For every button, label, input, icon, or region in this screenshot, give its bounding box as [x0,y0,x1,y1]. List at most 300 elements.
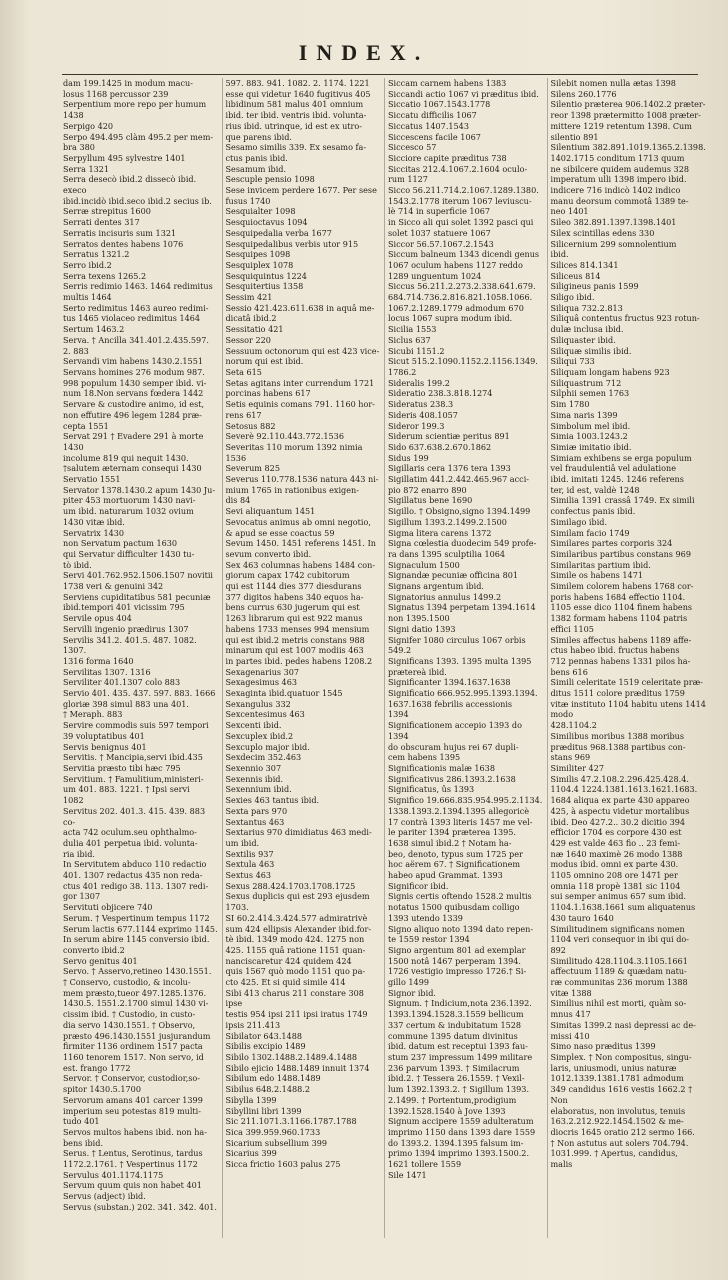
index-entry: ibid. [550,249,569,260]
index-entry: cem habens 1395 [388,752,461,763]
index-entry: Serratus 1321.2 [63,249,130,260]
index-entry: Servor. † Conservor, custodior,so- [63,1073,201,1084]
index-entry: ne sibilcere quidem audemus 328 [550,163,690,174]
index-entry: Siccam carnem habens 1383 [388,78,507,88]
index-entry: Sigillum 1393.2.1499.2.1500 [388,516,507,527]
index-entry: Simiam exhibens se erga populum [550,452,692,463]
index-entry: Sigma litera carens 1372 [388,527,492,538]
index-entry: Simo naso præditus 1399 [550,1041,656,1052]
index-entry: Similia 1391 crassâ 1749. Ex simili [550,495,695,506]
index-entry: Servum quum quis non habet 401 [63,1180,202,1191]
index-entry: multis 1464 [63,292,112,303]
index-entry: Signum accipere 1559 adulteratum [388,1116,534,1127]
index-entry: mittere 1219 retentum 1398. Cum [550,120,692,131]
index-entry: 597. 883. 941. 1082. 2. 1174. 1221 [225,78,370,88]
index-entry: Servat 291 † Evadere 291 à morte 1430 [63,431,204,452]
index-entry: Signor ibid. [388,987,436,998]
index-entry: Signis certis oftendo 1528.2 multis [388,891,532,902]
index-entry: gor 1307 [63,891,101,902]
index-entry: Silebit nomen nulla ætas 1398 [550,78,676,88]
index-entry: Sessio 421.423.611.638 in aquâ me- [225,302,375,313]
index-entry: Sexagenarius 307 [225,666,300,677]
index-entry: †salutem æternam consequi 1430 [63,463,202,474]
index-entry: Sigillo. † Obsigno,signo 1394.1499 [388,506,531,517]
index-entry: incolume 819 qui nequit 1430. [63,452,189,463]
index-entry: Serris redimio 1463. 1464 redimitus [63,281,213,292]
index-entry: Sesquipes 1098 [225,249,291,260]
index-entry: 17 contrà 1393 literis 1457 me vel- [388,816,533,827]
index-entry: cissim ibid. † Custodio, in custo- [63,1009,196,1020]
index-entry: 1786.2 [388,366,417,377]
index-entry: num 18.Non servans fœdera 1442 [63,388,204,399]
index-entry: Serra desecò ibid.2 dissecò ibid. execo [63,174,197,196]
index-entry: Siliqui 733 [550,356,595,367]
index-entry: Servans homines 276 modum 987. [63,366,205,377]
index-entry: manu deorsum commotâ 1389 te- [550,195,689,206]
index-entry: Similiter 427 [550,763,605,773]
index-entry: Serpyllum 495 sylvestre 1401 [63,152,186,163]
index-entry: Severè 92.110.443.772.1536 [225,431,344,442]
index-entry: Siccatio 1067.1543.1778 [388,99,491,110]
index-entry: Sessim 421 [225,292,273,303]
index-entry: Similis 47.2.108.2.296.425.428.4. [550,773,689,784]
index-entry: dam 199.1425 in modum macu- [63,78,193,88]
index-entry: Significor ibid. [388,880,449,891]
index-entry: Servitis. † Mancipia,servi ibid.435 [63,752,203,763]
index-entry: 1500 notâ 1467 perperam 1394. [388,955,522,966]
index-entry: mem præsto,tueor 497.1285.1376. [63,987,207,998]
index-entry: Serro ibid.2 [63,259,112,270]
index-entry: Sicca frictio 1603 palus 275 [225,1159,341,1170]
index-entry: affectuum 1189 & quædam natu- [550,966,687,977]
index-entry: Similius nihil est morti, quàm so- [550,998,687,1009]
index-entry: Sideratus 238.3 [388,399,454,410]
index-entry: ibid. Deo 427.2.. 30.2 dicitio 394 [550,816,686,827]
index-entry: 1067 oculum habens 1127 reddo [388,259,523,270]
index-entry: 1067.2.1289.1779 admodum 670 [388,302,524,313]
index-entry: Sibilus 648.2.1488.2 [225,1084,310,1095]
index-entry: Siligineus panis 1599 [550,281,639,292]
index-entry: 1104 veri consequor in ibi qui do- [550,934,689,945]
index-entry: ctus panis ibid. [225,152,288,163]
index-entry: Significans 1393. 1395 multa 1395 [388,655,532,666]
index-entry: gloriæ 398 simul 883 una 401. [63,698,189,709]
index-entry: indicere 716 indicò 1402 indico [550,185,681,196]
index-entry: Signandæ pecuniæ officina 801 [388,570,519,581]
index-entry: Sessor 220 [225,334,271,345]
index-entry: Siderum scientiæ peritus 891 [388,431,510,442]
index-entry: Sicarius 399 [225,1148,277,1159]
index-entry: † Non astutus aut solers 704.794. [550,1137,689,1148]
index-entry: ibid.incidò ibid.seco ibid.2 secius ib. [63,195,212,206]
index-entry: Serratis incisuris sum 1321 [63,227,177,238]
index-entry: SI 60.2.414.3.424.577 admiratrivè [225,912,368,923]
index-entry: 892 [550,944,566,955]
index-entry: silentio 891 [550,131,599,142]
index-entry: Servus (adject) ibid. [63,1191,146,1202]
index-entry: Sexennio 307 [225,763,282,773]
index-entry: dulia 401 perpetua ibid. volunta- [63,837,198,848]
index-entry: Severum 825 [225,463,280,474]
index-column-1 [60,78,223,1238]
index-entry: stans 969 [550,752,591,763]
index-entry: 1263 librarum qui est 922 manus [225,613,363,624]
index-entry: Signo argentum 801 ad exemplar [388,944,526,955]
index-entry: Sertum 1463.2 [63,324,125,335]
index-entry: malis [550,1159,573,1170]
index-entry: in partes ibid. pedes habens 1208.2 [225,655,373,666]
index-entry: mnus 417 [550,1009,591,1020]
index-entry: Setosus 882 [225,420,276,431]
index-entry: Sexus 288.424.1703.1708.1725 [225,880,356,891]
index-entry: 1105 esse dico 1104 finem habens [550,602,693,613]
index-entry: Sexcenti ibid. [225,720,282,731]
index-entry: Seta 615 [225,366,262,377]
index-entry: Sexagesimus 463 [225,677,298,688]
index-entry: Simile os habens 1471 [550,570,643,581]
index-entry: † Conservo, custodio, & incolu- [63,977,191,988]
index-entry: 1289 unguentum 1024 [388,270,482,281]
index-entry: Similaritas partium ibid. [550,559,651,570]
index-entry: ctus 401 redigo 38. 113. 1307 redi- [63,880,209,891]
index-entry: † Meraph. 883 [63,709,123,720]
index-entry: Significatus, ûs 1393 [388,784,475,795]
index-entry: Signans argentum ibid. [388,581,484,592]
index-entry: imperium seu potestas 819 multi- [63,1105,202,1116]
index-entry: Sideratio 238.3.818.1274 [388,388,493,399]
index-entry: Siliquam longam habens 923 [550,366,670,377]
index-entry: spitor 1430.5.1700 [63,1084,141,1095]
index-entry: bens currus 630 jugerum qui est [225,602,360,613]
index-entry: notatus 1500 quibusdam colligo [388,902,520,913]
index-entry: vitæ instituto 1104 habitu utens 1414 modo [550,698,706,720]
index-entry: qui est ibid.2 metris constans 988 [225,634,365,645]
index-entry: Sextula 463 [225,859,275,870]
index-entry: Sevocatus animus ab omni negotio, [225,516,371,527]
index-entry: Significo 19.666.835.954.995.2.1134. [388,795,543,806]
index-entry: quis 1567 quò modo 1151 quo pa- [225,966,366,977]
index-entry: præsto 496.1430.1551 jusjurandum [63,1030,211,1041]
index-entry: Sexangulus 332 [225,698,291,709]
index-entry: Sevum 1450. 1451 referens 1451. In [225,538,376,549]
index-entry: 1104.1.1638.1661 sum aliquatenus [550,902,696,913]
index-entry: ter, id est, valdè 1248 [550,484,640,495]
index-entry: Servi 401.762.952.1506.1507 novitii [63,570,214,581]
index-entry: um ibid. naturarum 1032 ovium [63,506,194,517]
index-entry: ibid. imitati 1245. 1246 referens [550,474,684,485]
index-entry: Serra texens 1265.2 [63,270,147,281]
index-entry: Sibi 413 charus 211 constare 308 ipse [225,987,364,1009]
index-entry: Similago ibid. [550,516,608,527]
index-entry: reor 1398 prætermitto 1008 præter- [550,110,701,121]
index-column-2 [223,78,386,1238]
index-entry: esse qui videtur 1640 fugitivus 405 [225,88,371,99]
index-entry: elaboratus, non involutus, tenuis [550,1105,686,1116]
index-entry: Sexdecim 352.463 [225,752,302,763]
index-entry: rens 617 [225,409,262,420]
index-entry: ctus habeo ibid. fructus habens [550,645,680,656]
index-entry: pio 872 enarro 890 [388,484,467,495]
index-entry: Servo. † Asservo,retineo 1430.1551. [63,966,212,977]
index-entry: 1031.999. † Apertus, candidus, [550,1148,678,1159]
index-entry: dia servo 1430.1551. † Observo, [63,1019,196,1030]
index-entry: Servitium. † Famulitium,ministeri- [63,773,204,784]
index-entry: 1082 [63,795,84,806]
index-entry: commune 1395 datum divinitus [388,1030,518,1041]
index-entry: modus ibid. omni ex parte 430. [550,859,679,870]
index-entry: nanciscaretur 424 quidem 424 [225,955,352,966]
index-entry: dis 84 [225,495,251,506]
index-entry: Siccum balneum 1343 dicendi genus [388,249,540,260]
index-entry: Sesquiquintus 1224 [225,270,307,281]
index-entry: Simitas 1399.2 nasi depressi ac de- [550,1019,696,1030]
index-entry: Sima naris 1399 [550,409,618,420]
index-entry: Sese invicem perdere 1677. Per sese [225,185,377,196]
index-entry: Siccitas 212.4.1067.2.1604 oculo- [388,163,528,174]
index-entry: Simplex. † Non compositus, singu- [550,1051,692,1062]
index-entry: Sextarius 970 dimidiatus 463 medi- [225,827,372,838]
index-entry: In Servitutem abduco 110 redactio [63,859,207,870]
index-entry: qui Servatur difficulter 1430 tu- [63,548,195,559]
index-entry: Servitus 202. 401.3. 415. 439. 883 co- [63,805,206,827]
index-entry: confectus panis ibid. [550,506,636,517]
index-entry: 2.1499. † Portentum,prodigium [388,1094,517,1105]
index-entry: Sextilis 937 [225,848,274,859]
index-entry: Serum lactis 677.1144 exprimo 1145. [63,923,218,934]
index-entry: Sicubi 1151.2 [388,345,445,356]
index-entry: dulæ inclusa ibid. [550,324,624,335]
index-entry: sevum converto ibid. [225,548,312,559]
index-entry: Significativus 286.1393.2.1638 [388,773,516,784]
index-entry: 425, à aspectu videtur mortalibus [550,805,690,816]
index-entry: Significationis malæ 1638 [388,763,495,773]
index-entry: tudo 401 [63,1116,100,1127]
index-entry: Sessitatio 421 [225,324,284,335]
index-entry: Sesquialter 1098 [225,206,296,217]
index-entry: vel fraudulentiâ vel adulatione [550,463,677,474]
index-entry: Simbolum mel ibid. [550,420,631,431]
index-entry: Sexcuplo major ibid. [225,741,310,752]
index-entry: hoc aërem 67. † Significationem [388,859,521,870]
index-entry: Severus 110.778.1536 natura 443 ni- [225,474,379,485]
index-entry: Serviliter 401.1307 colo 883 [63,677,181,688]
index-entry: Similitudo 428.1104.3.1105.1661 [550,955,688,966]
index-entry: 401. 1307 redactus 435 non reda- [63,870,203,881]
index-entry: le pariter 1394 præterea 1395. [388,827,516,838]
index-entry: Sexaginta ibid.quatuor 1545 [225,688,343,699]
index-entry: rum 1127 [388,174,428,185]
index-entry: 1703. [225,902,249,913]
index-entry: cepta 1551 [63,420,109,431]
index-entry: 349 candidus 1616 vestis 1662.2 † Non [550,1084,693,1105]
index-entry: Serus. † Lentus, Serotinus, tardus [63,1148,203,1159]
index-entry: non 1395.1500 [388,613,450,624]
index-entry: 428.1104.2 [550,720,597,731]
index-entry: Signa cœlestia duodecim 549 profe- [388,538,537,549]
index-entry: norum qui est ibid. [225,356,304,367]
index-entry: Serpigo 420 [63,120,114,131]
index-entry: ibid.2. † Tessera 26.1559. † Vexil- [388,1073,525,1084]
index-entry: Siccesco 57 [388,142,437,153]
index-entry: næ 1640 maximè 26 modo 1388 [550,848,683,859]
index-entry: Sica 399.959.960.1733 [225,1126,321,1137]
index-entry: losus 1168 percussor 239 [63,88,169,99]
index-entry: bens 616 [550,666,588,677]
index-entry: ibid. datum est receptui 1393 fau- [388,1041,528,1052]
index-entry: Sicut 515.2.1090.1152.2.1156.1349. [388,356,538,367]
index-entry: Sesquioctavus 1094 [225,217,308,228]
index-entry: Servituti objicere 740 [63,902,153,913]
index-entry: do 1393.2. 1394.1395 falsum im- [388,1137,524,1148]
index-entry: Sibilis excipio 1489 [225,1041,306,1052]
index-entry: Serviens cupiditatibus 581 pecuniæ [63,591,211,602]
index-entry: 1012.1339.1381.1781 admodum [550,1073,684,1084]
index-entry: Siliquastrum 712 [550,377,622,388]
index-entry: 1105 omnino 208 ore 1471 per [550,870,678,881]
index-entry: diocris 1645 oratio 212 sermo 166. [550,1126,695,1137]
index-entry: præditus 968.1388 partibus con- [550,741,686,752]
index-entry: rius ibid. utrinque, id est ex utro- [225,120,363,131]
index-entry: 1382 formam habens 1104 patris [550,613,688,624]
index-entry: Sibyllini libri 1399 [225,1105,302,1116]
index-entry: Siclus 637 [388,334,431,345]
index-entry: Sic 211.1071.3.1166.1787.1788 [225,1116,357,1127]
index-entry: bra 380 [63,142,95,153]
index-entry: 236 parvum 1393. † Similacrum [388,1062,520,1073]
index-entry: ra dans 1395 sculptilia 1064 [388,548,506,559]
index-entry: Setas agitans inter currendum 1721 [225,377,375,388]
index-entry: Similem colorem habens 1768 cor- [550,581,694,592]
index-column-4 [548,78,711,1238]
index-entry: 712 pennas habens 1331 pilos ha- [550,655,691,666]
index-entry: Signatus 1394 perpetam 1394.1614 [388,602,536,613]
index-entry: Silex scintillas edens 330 [550,227,655,238]
index-entry: Siliquaster ibid. [550,334,616,345]
index-entry: Servo genitus 401 [63,955,138,966]
index-entry: Serpentium more repo per humum [63,99,207,110]
index-entry: effici 1105 [550,623,594,634]
index-entry: Similam facio 1749 [550,527,630,538]
index-entry: 1172.2.1761. † Vespertinus 1172 [63,1159,198,1170]
index-entry: 1394 [388,709,409,720]
index-entry: Signatorius annulus 1499.2 [388,591,502,602]
index-entry: 1536 [225,452,247,463]
index-entry: Sevi aliquantum 1451 [225,506,316,517]
index-entry: 1393.1394.1528.3.1559 bellicum [388,1009,524,1020]
index-entry: Simili celeritate 1519 celeritate præ- [550,677,703,688]
index-entry: 1338.1393.2.1394.1395 allegoricè [388,805,530,816]
index-entry: Servatio 1551 [63,474,121,485]
index-entry: tè ibid. 1349 modo 424. 1275 non [225,934,365,945]
index-entry: Sibilator 643.1488 [225,1030,303,1041]
index-column-3 [385,78,548,1238]
index-entry: 1430 vitæ ibid. [63,516,125,527]
index-entry: Siccatu difficilis 1067 [388,110,477,121]
index-entry: Servandi vim habens 1430.2.1551 [63,356,204,367]
index-entry: Servilitas 1307. 1316 [63,666,151,677]
page-header [0,40,728,74]
index-entry: Sibilo 1302.1488.2.1489.4.1488 [225,1051,357,1062]
index-entry: Significanter 1394.1637.1638 [388,677,511,688]
index-entry: Servilis 341.2. 401.5. 487. 1082. 1307. [63,634,197,656]
index-entry: Sexennis ibid. [225,773,284,784]
index-entry: qui est 1144 dies 377 diesdurans [225,581,362,592]
index-entry: Simiæ imitatio ibid. [550,441,632,452]
index-entry: cto 425. Et si quid simile 414 [225,977,346,988]
index-entry: 1738 veri & genuini 342 [63,581,164,592]
index-entry: 1160 tenorem 1517. Non servo, id [63,1051,204,1062]
index-columns [60,78,710,1238]
index-entry: minarum qui est 1007 modiis 463 [225,645,364,656]
index-entry: Sexcuplex ibid.2 [225,730,294,741]
index-entry: primo 1394 imprimo 1393.1500.2. [388,1148,530,1159]
index-entry: Serto redimitus 1463 aureo redimi- [63,302,209,313]
index-entry: prætereà ibid. [388,666,447,677]
index-entry: gillo 1499 [388,977,429,988]
index-entry: 1392.1528.1540 à Jove 1393 [388,1105,506,1116]
index-entry: Similaribus partibus constans 969 [550,548,691,559]
index-entry: 2. 883 [63,345,89,356]
index-entry: 1637.1638 febrilis accessionis [388,698,513,709]
index-entry: dicatâ ibid.2 [225,313,277,324]
index-entry: tò ibid. [63,559,92,570]
index-entry: Sesamum ibid. [225,163,287,174]
index-entry: piter 453 mortuorum 1430 navi- [63,495,196,506]
index-entry: Sessuum octonorum qui est 423 vice- [225,345,380,356]
index-entry: tus 1465 violaceo redimitus 1464 [63,313,201,324]
index-entry: Sigillaris cera 1376 tera 1393 [388,463,511,474]
index-entry: Sido 637.638.2.670.1862 [388,441,492,452]
index-entry: Sidus 199 [388,452,429,463]
index-entry: porcinas habens 617 [225,388,311,399]
index-entry: Sesquiplex 1078 [225,259,294,270]
index-entry: Sideralis 199.2 [388,377,450,388]
index-entry: te 1559 restor 1394 [388,934,470,945]
index-entry: Sibilum edo 1488.1489 [225,1073,321,1084]
index-entry: Sicarium subsellium 399 [225,1137,328,1148]
index-entry: Siccatus 1407.1543 [388,120,469,131]
index-entry: Sexcentesimus 463 [225,709,305,720]
index-entry: Signum. † Indicium,nota 236.1392. [388,998,532,1009]
index-entry: Silens 260.1776 [550,88,617,99]
index-entry: Servio 401. 435. 437. 597. 883. 1666 [63,688,216,699]
index-entry: habens 1733 menses 994 mensium [225,623,370,634]
index-entry: Similitudinem significans nomen [550,923,685,934]
index-entry: lum 1392.1393.2. † Sigillum 1393. [388,1084,530,1095]
index-entry: 1438 [63,110,84,121]
index-entry: 1621 tollere 1559 [388,1159,462,1170]
index-entry: Serpo 494.495 clàm 495.2 per mem- [63,131,214,142]
index-entry: Sesquitertius 1358 [225,281,304,292]
index-entry: Siccandi actio 1067 vi præditus ibid. [388,88,539,99]
index-entry: imperatum ulli 1398 impero ibid. [550,174,687,185]
index-entry: Serratos dentes habens 1076 [63,238,184,249]
index-entry: Servire commodis suis 597 tempori [63,720,209,731]
index-entry: Similares partes corporis 324 [550,538,673,549]
index-entry: beo, denoto, typus sum 1725 per [388,848,523,859]
index-entry: non effutire 496 legem 1284 præ- [63,409,202,420]
index-entry: Sextus 463 [225,870,272,881]
index-entry: 430 tauro 1640 [550,912,614,923]
index-entry: Sile 1471 [388,1169,427,1180]
index-entry: 429 est valde 463 fio .. 23 femi- [550,837,681,848]
index-entry: ræ communitas 236 morum 1388 [550,977,688,988]
index-entry: Silicernium 299 somnolentium [550,238,677,249]
index-entry: Servile opus 404 [63,613,132,624]
index-entry: ipsis 211.413 [225,1019,281,1030]
index-entry: Sigillatim 441.2.442.465.967 acci- [388,474,530,485]
index-entry: Serum. † Vespertinum tempus 1172 [63,912,210,923]
